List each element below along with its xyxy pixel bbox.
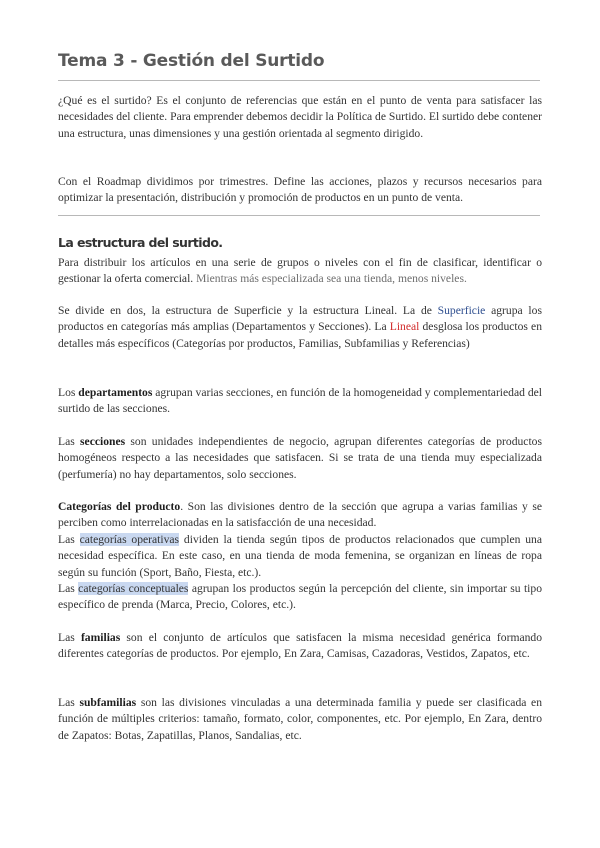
sec-text-1: Las [58,435,75,448]
categorias-conceptuales-highlight: categorías conceptuales [78,582,189,596]
sub-text-1: Las [58,696,75,709]
familias-paragraph [58,630,542,663]
dep-text-2: agrupan varias secciones, en función de la homogeneidad y complementariedad del surtido de las secciones. [58,386,542,416]
roadmap-paragraph: Con el Roadmap dividimos por trimestres. Define las acciones, plazos y recursos necesarios para optimizar la presentación, distribución y promoción de productos en un punto de venta. [58,175,542,205]
categorias-paragraph [58,499,542,614]
categorias-operativas-highlight: categorías operativas [79,532,180,546]
divide-text-3: desglosa los productos en detalles más específicos (Categorías por productos, Familias, Subfamilias y Referencias) [58,320,543,350]
estructura-paragraph [58,255,542,288]
divide-paragraph [58,303,542,352]
section-divider [58,215,540,216]
lineal-term: Lineal [389,320,420,334]
cat-con-text-2: agrupan los productos según la percepción del cliente, sin importar su tipo específico de prenda (Marca, Precio, Colores, etc.). [58,582,542,612]
familias-term: familias [80,631,121,644]
superficie-term: Superficie [437,304,486,317]
fam-text-2: son el conjunto de artículos que satisfacen la misma necesidad genérica formando diferentes categorías de productos. Por ejemplo, En Zara, Camisas, Cazadoras, Vestidos, Zapatos, etc. [58,631,543,661]
categorias-term: Categorías del producto [58,500,181,513]
fam-text-1: Las [58,631,75,644]
sec-text-2: son unidades independientes de negocio, agrupan diferentes categorías de productos homogéneos respecto a las necesidades que satisfacen. Si se trata de una tienda muy especializada (perfumería) no hay departamentos, solo secciones. [58,435,542,481]
divide-text-2: agrupa los productos en categorías más amplias (Departamentos y Secciones). La [58,304,542,334]
subfamilias-term: subfamilias [79,696,137,709]
departamentos-term: departamentos [78,386,153,399]
especializada-note: Mientras más especializada sea una tienda, menos niveles. [196,272,467,286]
title-divider [58,80,540,81]
cat-op-text-1: Las [58,532,75,546]
sub-text-2: son las divisiones vinculadas a una determinada familia y puede ser clasificada en función de múltiples criterios: tamaño, formato, color, componentes, etc. Por ejemplo, En Zara, dentro de Zapatos: Botas, Zapatillas, Planos, Sandalias, etc. [58,696,543,742]
divide-text-1: Se divide en dos, la estructura de Superficie y la estructura Lineal. La de [58,304,432,317]
section-heading: La estructura del surtido. [58,235,223,250]
secciones-term: secciones [80,435,126,448]
cat-con-text-1: Las [58,582,75,596]
cat-op-text-2: dividen la tienda según tipos de productos relacionados que cumplen una necesidad específica. En este caso, en una tienda de moda femenina, se organizan en líneas de ropa según su función (Sport, Baño, Fiesta, etc.). [58,532,542,579]
cat-text-1: . Son las divisiones dentro de la sección que agrupa a varias familias y se perciben como interrelacionadas en la satisfacción de una necesidad. [58,500,542,530]
estructura-text: Para distribuir los artículos en una serie de grupos o niveles con el fin de clasificar, identificar o gestionar la oferta comercial. [58,256,542,286]
subfamilias-paragraph [58,695,542,744]
dep-text-1: Los [58,386,76,399]
intro-paragraph: ¿Qué es el surtido? Es el conjunto de referencias que están en el punto de venta para satisfacer las necesidades del cliente. Para emprender debemos decidir la Política de Surtido. El surtido debe contener una estructura, unas dimensiones y una gestión orientada al segmento dirigido. [58,94,542,140]
secciones-paragraph [58,434,542,483]
departamentos-paragraph [58,385,542,418]
page-title: Tema 3 - Gestión del Surtido [58,51,325,71]
